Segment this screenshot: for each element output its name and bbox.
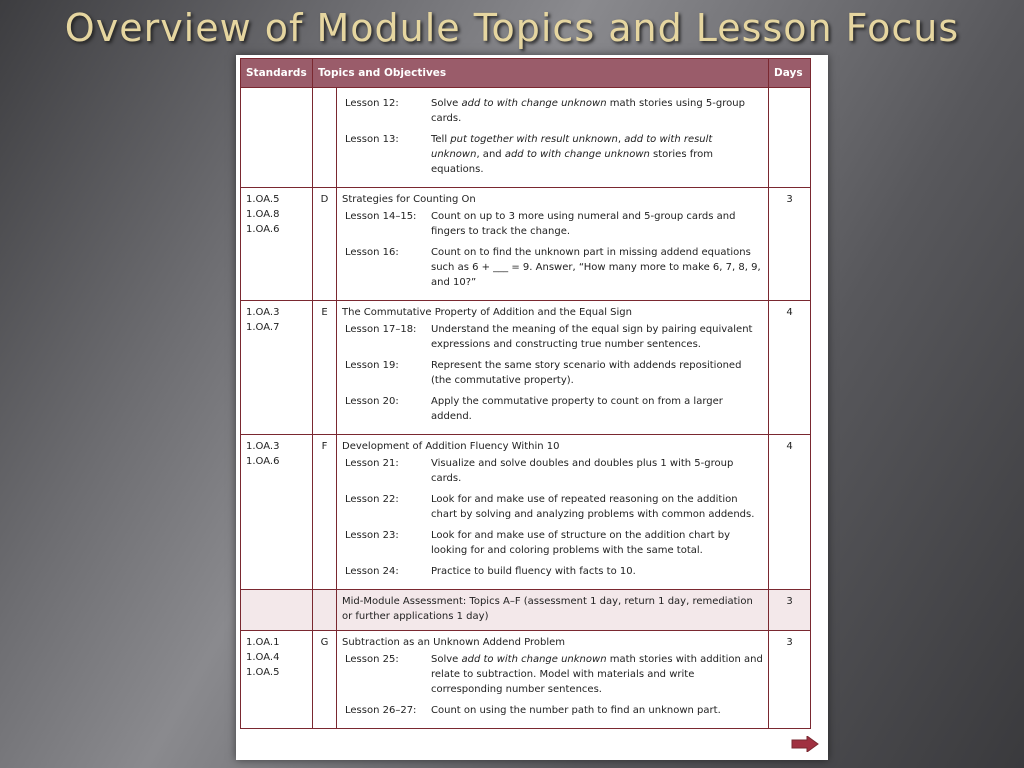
objective-text: Look for and make use of structure on the addition chart by looking for and coloring problems with the same total.	[431, 530, 731, 556]
header-days: Days	[769, 59, 811, 88]
table-body	[241, 88, 811, 729]
standard-code: 1.OA.1	[246, 637, 280, 648]
lesson-item	[342, 132, 763, 177]
lesson-item	[342, 528, 763, 558]
lesson-objective	[431, 209, 763, 239]
standard-code: 1.OA.7	[246, 322, 280, 333]
assessment-row	[241, 590, 811, 631]
lesson-objective	[431, 528, 763, 558]
days-cell: 4	[769, 301, 811, 435]
objective-text: Look for and make use of repeated reasoning on the addition chart by solving and analyzing problems with common addends.	[431, 494, 755, 520]
objective-text: Represent the same story scenario with addends repositioned (the commutative property).	[431, 360, 742, 386]
header-topics: Topics and Objectives	[313, 59, 769, 88]
lesson-name: Lesson 26–27:	[345, 705, 417, 716]
objective-text: Count on to find the unknown part in missing addend equations such as 6 + ___ = 9. Answer, “How many more to make 6, 7, 8, 9, and 10?”	[431, 247, 761, 288]
objective-text: Count on up to 3 more using numeral and 5-group cards and fingers to track the change.	[431, 211, 736, 237]
topic-cell	[337, 590, 769, 631]
objective-text: ,	[617, 134, 625, 145]
objective-text: Practice to build fluency with facts to 10.	[431, 566, 636, 577]
objective-text: add to with change unknown	[461, 654, 607, 665]
days-cell: 3	[769, 188, 811, 301]
slide-title: Overview of Module Topics and Lesson Focus	[64, 6, 960, 50]
objective-text: , and	[476, 149, 505, 160]
lesson-objective	[431, 358, 763, 388]
days-cell: 4	[769, 435, 811, 590]
objective-text: Tell	[431, 134, 451, 145]
lesson-item	[342, 358, 763, 388]
lesson-objective	[431, 96, 763, 126]
lesson-name: Lesson 16:	[345, 247, 399, 258]
lesson-name: Lesson 20:	[345, 396, 399, 407]
objective-text: math stories using 5-group cards.	[431, 98, 745, 124]
topic-cell	[337, 435, 769, 590]
lesson-name: Lesson 14–15:	[345, 211, 417, 222]
objective-text: add to with change unknown	[504, 149, 650, 160]
table-row	[241, 631, 811, 729]
topic-title: Strategies for Counting On	[342, 194, 476, 205]
lesson-item	[342, 456, 763, 486]
lesson-item	[342, 652, 763, 697]
lesson-objective	[431, 703, 763, 718]
objective-text: add to with change unknown	[461, 98, 607, 109]
objective-text: stories from equations.	[431, 149, 713, 175]
lesson-item	[342, 703, 763, 718]
standards-cell	[241, 631, 313, 729]
standard-code: 1.OA.3	[246, 441, 280, 452]
objective-text: add to with result unknown	[431, 134, 713, 160]
objective-text: Solve	[431, 98, 462, 109]
lesson-name: Lesson 22:	[345, 494, 399, 505]
standards-cell	[241, 301, 313, 435]
lesson-name: Lesson 17–18:	[345, 324, 417, 335]
module-overview-table	[240, 58, 811, 729]
standards-cell	[241, 88, 313, 188]
topic-letter: F	[313, 435, 337, 590]
header-standards: Standards	[241, 59, 313, 88]
lesson-name: Lesson 24:	[345, 566, 399, 577]
lesson-name: Lesson 25:	[345, 654, 399, 665]
topic-cell	[337, 631, 769, 729]
objective-text: Apply the commutative property to count on from a larger addend.	[431, 396, 723, 422]
table-row	[241, 301, 811, 435]
lesson-objective	[431, 492, 763, 522]
topic-cell	[337, 301, 769, 435]
topic-title: Development of Addition Fluency Within 10	[342, 441, 560, 452]
lesson-name: Lesson 12:	[345, 98, 399, 109]
objective-text: Understand the meaning of the equal sign by pairing equivalent expressions and constructing true number sentences.	[431, 324, 753, 350]
days-cell: 3	[769, 590, 811, 631]
topic-title: Mid-Module Assessment: Topics A–F (assessment 1 day, return 1 day, remediation or further applications 1 day)	[342, 596, 753, 622]
objective-text: Solve	[431, 654, 462, 665]
days-cell	[769, 88, 811, 188]
lesson-objective	[431, 564, 763, 579]
arrow-right-icon[interactable]	[791, 736, 819, 752]
topic-cell	[337, 88, 769, 188]
lesson-item	[342, 322, 763, 352]
lesson-objective	[431, 394, 763, 424]
table-row	[241, 88, 811, 188]
objective-text: Visualize and solve doubles and doubles plus 1 with 5-group cards.	[431, 458, 734, 484]
objective-text: put together with result unknown	[450, 134, 618, 145]
table-header-row	[241, 59, 811, 88]
lesson-item	[342, 209, 763, 239]
topic-letter: D	[313, 188, 337, 301]
lesson-objective	[431, 245, 763, 290]
topic-letter	[313, 88, 337, 188]
topic-cell	[337, 188, 769, 301]
standard-code: 1.OA.4	[246, 652, 280, 663]
table-row	[241, 435, 811, 590]
lesson-objective	[431, 652, 763, 697]
standard-code: 1.OA.6	[246, 224, 280, 235]
lesson-item	[342, 394, 763, 424]
topic-letter: G	[313, 631, 337, 729]
table-row	[241, 188, 811, 301]
lesson-name: Lesson 13:	[345, 134, 399, 145]
lesson-objective	[431, 322, 763, 352]
standard-code: 1.OA.3	[246, 307, 280, 318]
standard-code: 1.OA.5	[246, 194, 280, 205]
lesson-name: Lesson 21:	[345, 458, 399, 469]
standards-cell	[241, 188, 313, 301]
standards-cell	[241, 435, 313, 590]
lesson-item	[342, 245, 763, 290]
lesson-item	[342, 96, 763, 126]
standard-code: 1.OA.8	[246, 209, 280, 220]
standard-code: 1.OA.6	[246, 456, 280, 467]
lesson-objective	[431, 132, 763, 177]
days-cell: 3	[769, 631, 811, 729]
standards-cell	[241, 590, 313, 631]
topic-title: Subtraction as an Unknown Addend Problem	[342, 637, 566, 648]
lesson-name: Lesson 23:	[345, 530, 399, 541]
standard-code: 1.OA.5	[246, 667, 280, 678]
document-page	[236, 55, 828, 760]
lesson-name: Lesson 19:	[345, 360, 399, 371]
objective-text: math stories with addition and relate to subtraction. Model with materials and write corresponding number sentences.	[431, 654, 763, 695]
objective-text: Count on using the number path to find an unknown part.	[431, 705, 721, 716]
lesson-objective	[431, 456, 763, 486]
lesson-item	[342, 564, 763, 579]
topic-letter	[313, 590, 337, 631]
topic-letter: E	[313, 301, 337, 435]
lesson-item	[342, 492, 763, 522]
topic-title: The Commutative Property of Addition and the Equal Sign	[342, 307, 632, 318]
